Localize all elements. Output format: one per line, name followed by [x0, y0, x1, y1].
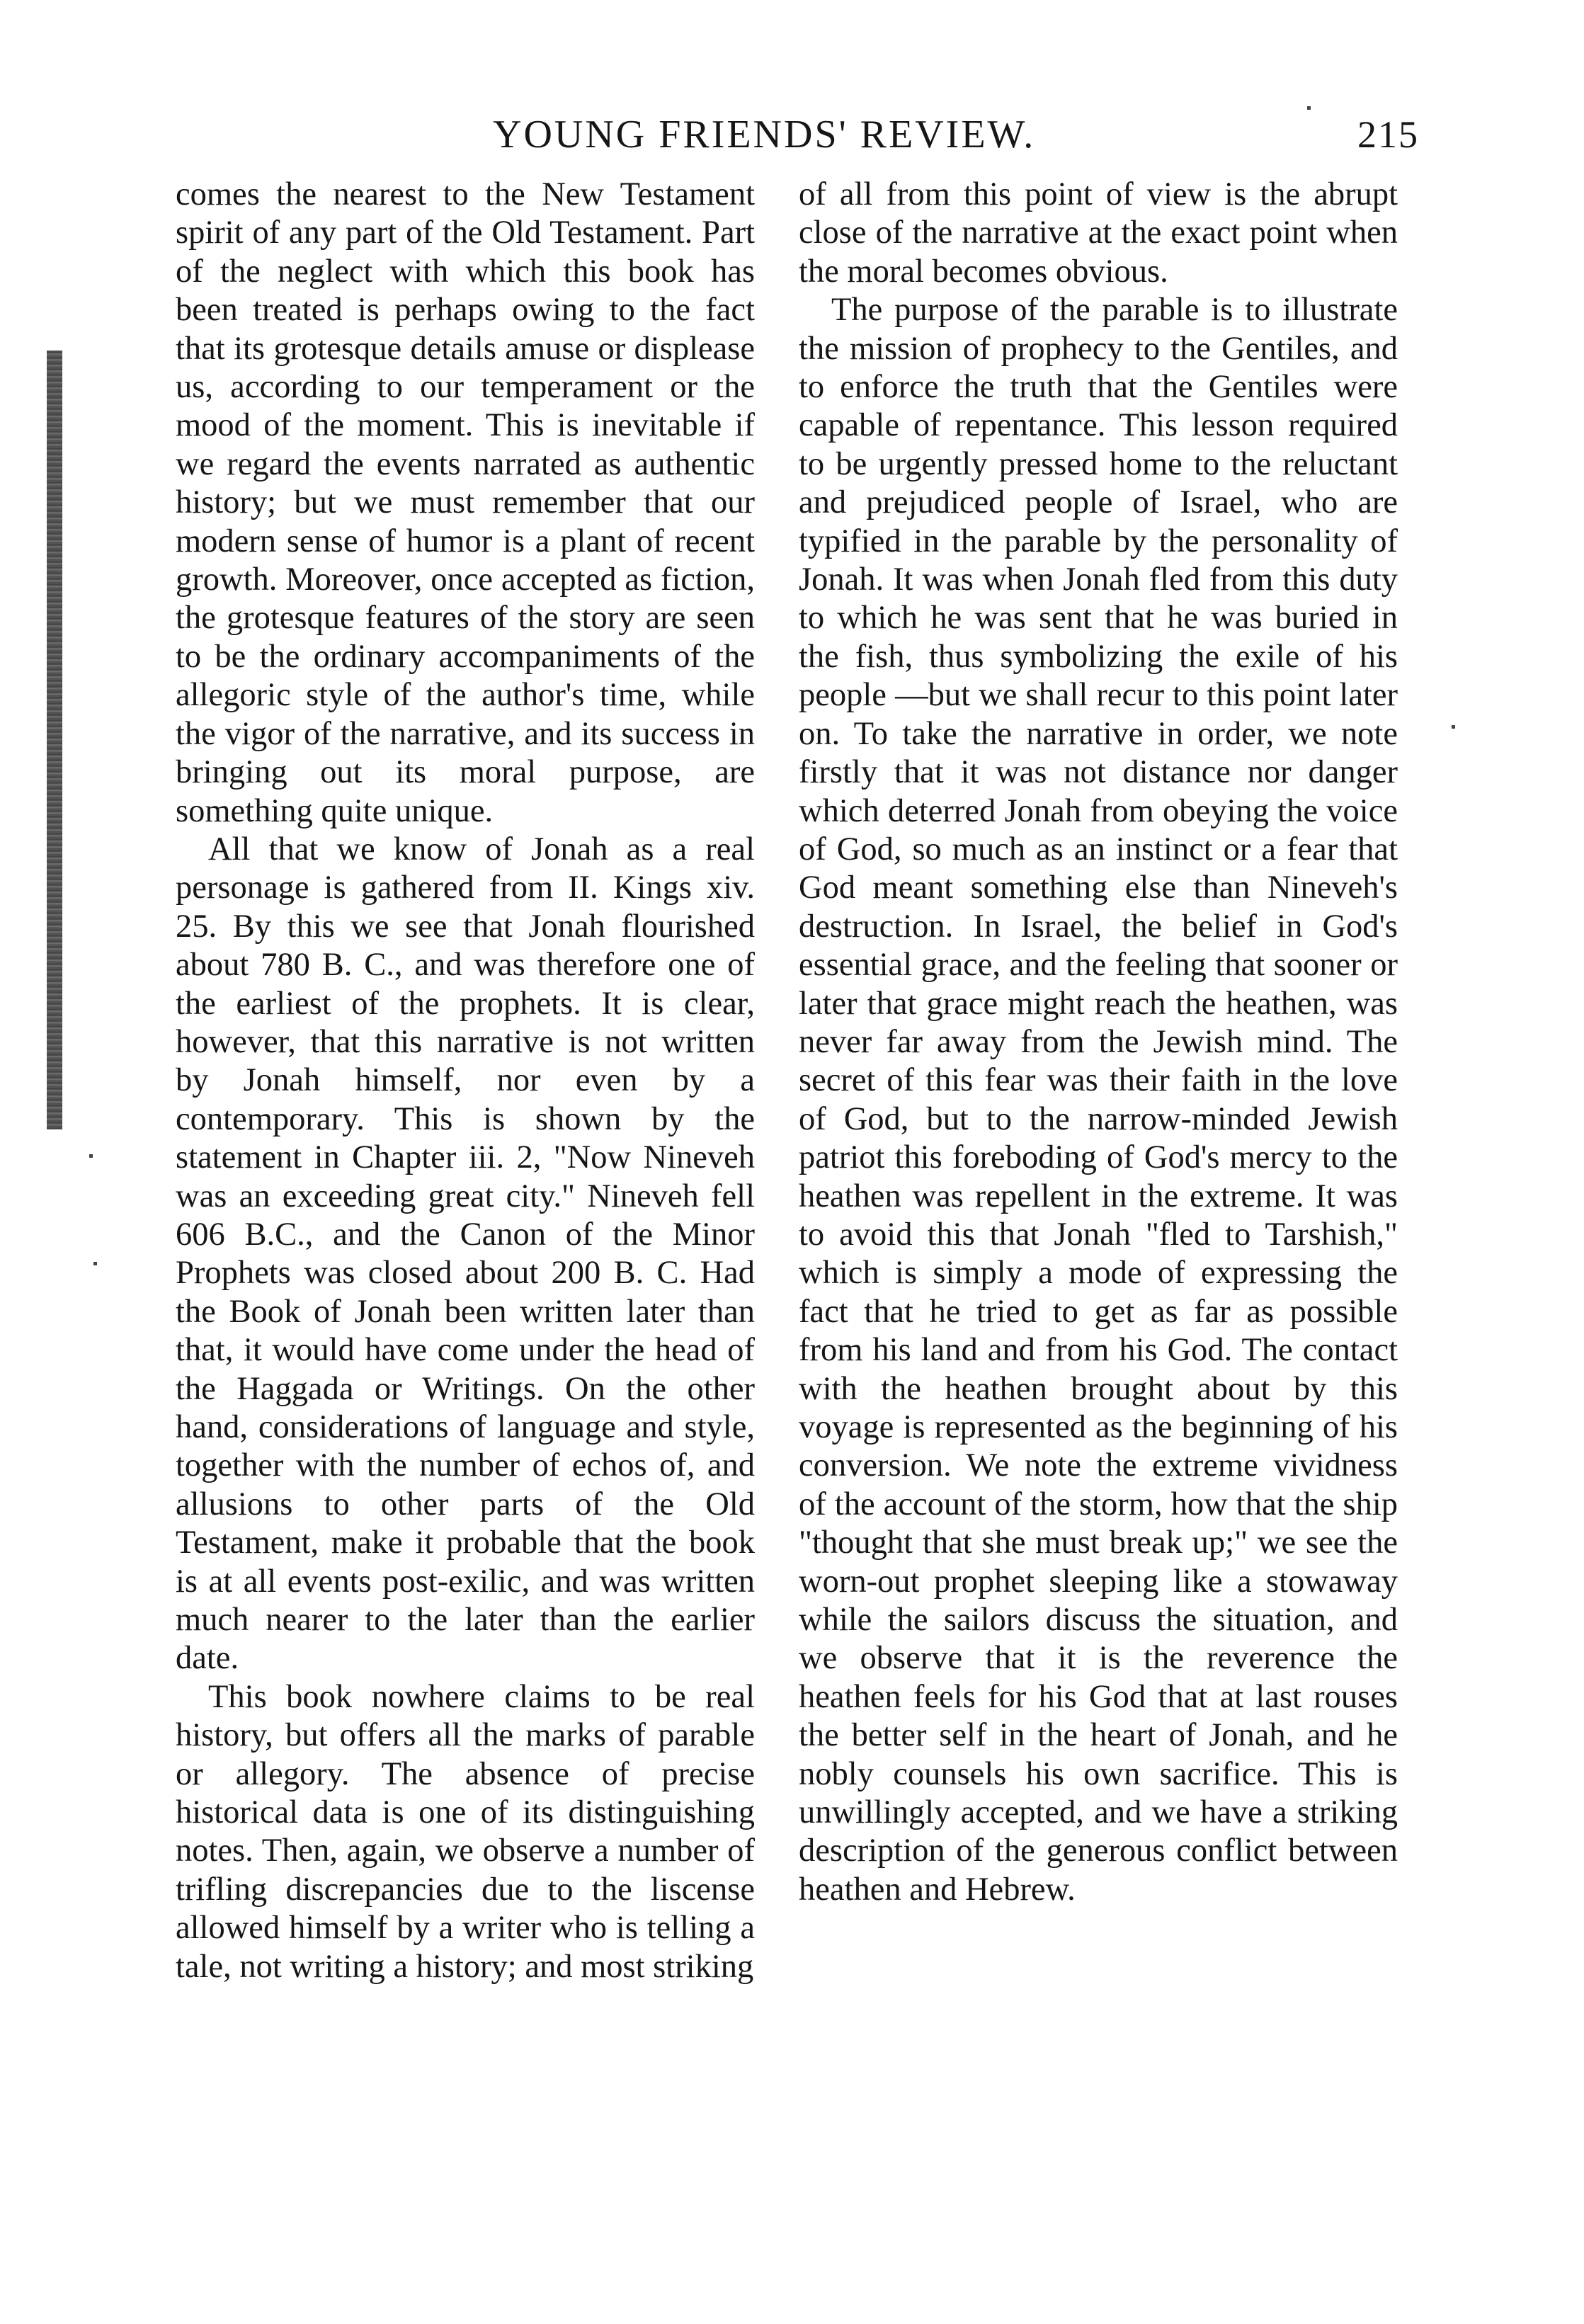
paragraph: The purpose of the parable is to illustrate the mission of prophecy to the Gentiles, and to enforce the truth that the Gentiles were capable of repentance. This lesson required to be urgently pressed home to the reluctant and prejudiced people of Israel, who are typified in the parable by the personality of Jonah. It was when Jonah fled from this duty to which he was sent that he was buried in the fish, thus symbolizing the exile of his people —but we shall recur to this point later on. To take the narrative in order, we note firstly that it was not distance nor danger which deterred Jonah from obeying the voice of God, so much as an instinct or a fear that God meant something else than Nineveh's destruction. In Israel, the belief in God's essential grace, and the feeling that sooner or later that grace might reach the heathen, was never far away from the Jewish mind. The secret of this fear was their faith in the love of God, but to the narrow-minded Jewish patriot this foreboding of God's mercy to the heathen was repellent in the extreme. It was to avoid this that Jonah "fled to Tarshish," which is simply a mode of expressing the fact that he tried to get as far as possible from his land and from his God. The contact with the heathen brought about by this voyage is represented as the beginning of his conversion. We note the extreme vividness of the account of the storm, how that the ship "thought that she must break up;" we see the worn-out prophet sleeping like a stowaway while the sailors discuss the situation, and we observe that it is the reverence the heathen feels for his God that at last rouses the better self in the heart of Jonah, and he nobly counsels his own sacrifice. This is unwillingly accepted, and we have a striking description of the generous conflict between heathen and Hebrew.	[799, 292, 1398, 1908]
paragraph: of all from this point of view is the abrupt close of the narrative at the exact point when the moral becomes obvious.	[799, 176, 1398, 290]
page-header	[0, 106, 1584, 163]
scan-speck	[1452, 725, 1455, 729]
scan-edge-shading	[47, 351, 62, 1129]
running-title: YOUNG FRIENDS' REVIEW.	[493, 113, 1036, 156]
right-column	[799, 176, 1398, 1909]
paragraph: This book nowhere claims to be real history, but offers all the marks of parable or allegory. The absence of precise historical data is one of its distinguishing notes. Then, again, we observe a number of trifling discrepancies due to the liscense allowed himself by a writer who is telling a tale, not writing a history; and most striking	[176, 1678, 755, 1985]
scan-speck	[93, 1262, 97, 1265]
page-number: 215	[1357, 113, 1419, 156]
scan-speck	[89, 1154, 93, 1158]
paragraph: All that we know of Jonah as a real personage is gathered from II. Kings xiv. 25. By this we see that Jonah flourished about 780 B. C., and was therefore one of the earliest of the prophets. It is clear, however, that this narrative is not written by Jonah himself, nor even by a contemporary. This is shown by the statement in Chapter iii. 2, "Now Nineveh was an exceeding great city." Nineveh fell 606 B.C., and the Canon of the Minor Prophets was closed about 200 B. C. Had the Book of Jonah been written later than that, it would have come under the head of the Haggada or Writings. On the other hand, considerations of language and style, together with the number of echos of, and allusions to other parts of the Old Testament, make it probable that the book is at all events post-exilic, and was written much nearer to the later than the earlier date.	[176, 831, 755, 1677]
left-column	[176, 176, 755, 1986]
paragraph: comes the nearest to the New Testament spirit of any part of the Old Testament. Part of the neglect with which this book has been treated is perhaps owing to the fact that its grotesque details amuse or displease us, according to our temperament or the mood of the moment. This is inevitable if we regard the events narrated as authentic history; but we must remember that our modern sense of humor is a plant of recent growth. Moreover, once accepted as fiction, the grotesque features of the story are seen to be the ordinary accompaniments of the allegoric style of the author's time, while the vigor of the narrative, and its success in bringing out its moral purpose, are something quite unique.	[176, 176, 755, 829]
